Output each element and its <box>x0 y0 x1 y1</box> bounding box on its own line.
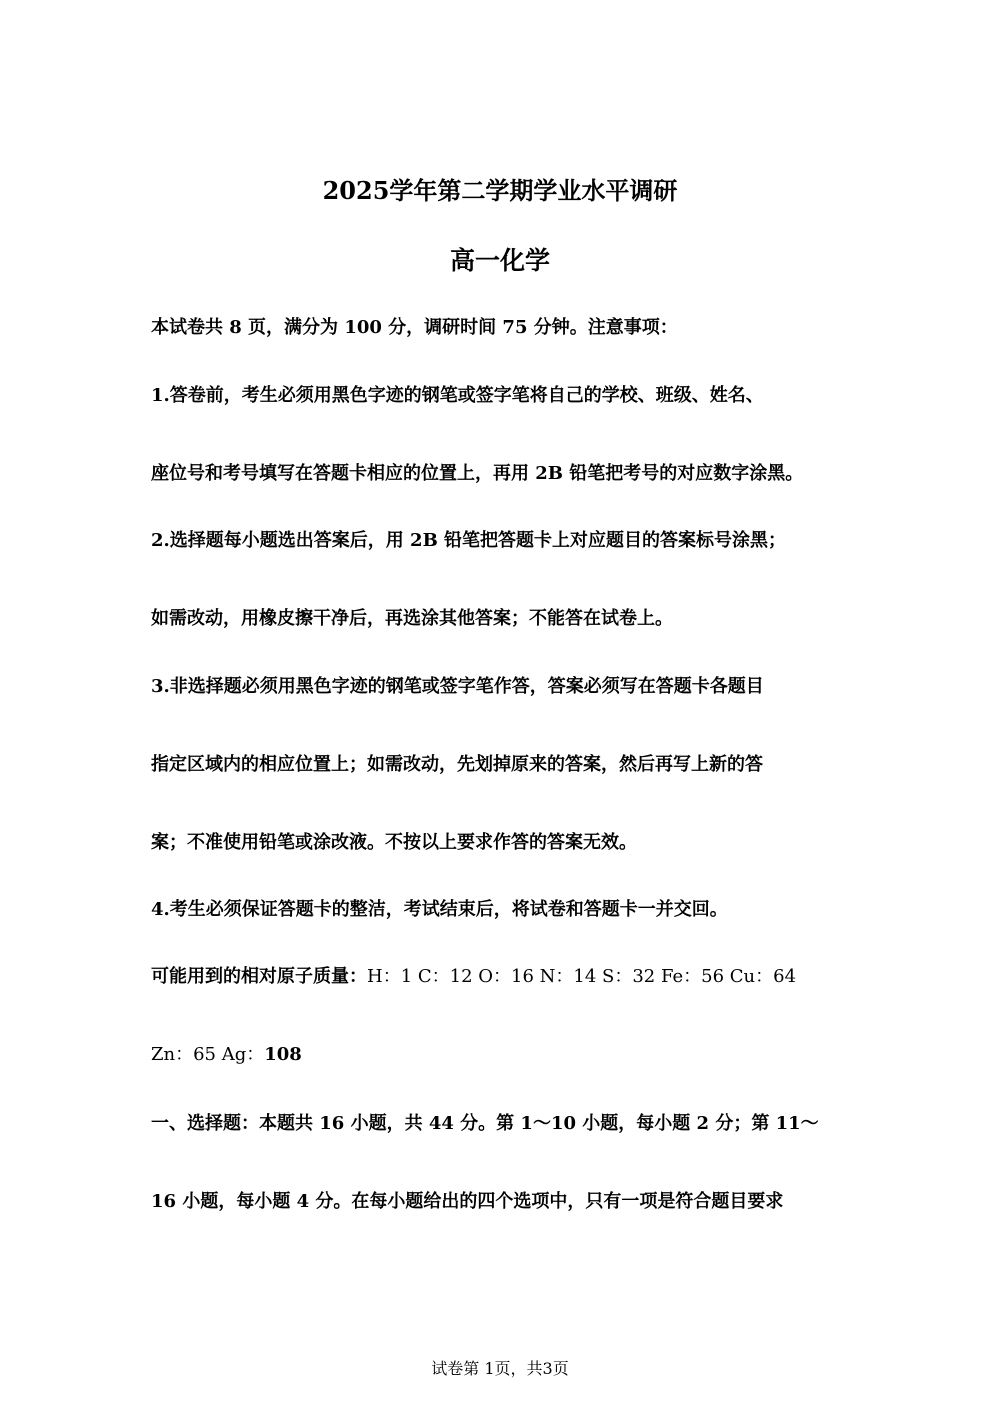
note-4-line-1: 4.考生必须保证答题卡的整洁，考试结束后，将试卷和答题卡一并交回。 <box>151 899 728 920</box>
note-3-line-2: 指定区域内的相应位置上；如需改动，先划掉原来的答案，然后再写上新的答 <box>151 754 763 775</box>
atomic-masses-line-1 <box>151 965 796 989</box>
note-1-line-2: 座位号和考号填写在答题卡相应的位置上，再用 2B 铅笔把考号的对应数字涂黑。 <box>151 463 804 484</box>
note-2-line-1: 2.选择题每小题选出答案后，用 2B 铅笔把答题卡上对应题目的答案标号涂黑； <box>151 530 787 551</box>
intro-text: 本试卷共 8 页，满分为 100 分，调研时间 75 分钟。注意事项： <box>151 317 678 338</box>
atomic-masses-values-2: Zn：65 Ag： <box>151 1044 265 1065</box>
page-footer: 试卷第 1页，共3页 <box>431 1359 569 1378</box>
note-2-line-2: 如需改动，用橡皮擦干净后，再选涂其他答案；不能答在试卷上。 <box>151 608 673 629</box>
atomic-masses-label: 可能用到的相对原子质量： <box>151 966 367 987</box>
section-1-heading-line-2: 16 小题，每小题 4 分。在每小题给出的四个选项中，只有一项是符合题目要求 <box>151 1191 784 1212</box>
atomic-masses-line-2 <box>151 1043 302 1067</box>
section-1-heading-line-1: 一、选择题：本题共 16 小题，共 44 分。第 1～10 小题，每小题 2 分；第 11～ <box>151 1113 819 1134</box>
note-3-line-3: 案；不准使用铅笔或涂改液。不按以上要求作答的答案无效。 <box>151 832 637 853</box>
note-3-line-1: 3.非选择题必须用黑色字迹的钢笔或签字笔作答，答案必须写在答题卡各题目 <box>151 676 764 697</box>
exam-subject: 高一化学 <box>449 246 550 275</box>
atomic-masses-ag-value: 108 <box>264 1044 302 1065</box>
atomic-masses-values-1: H：1 C：12 O：16 N：14 S：32 Fe：56 Cu：64 <box>367 966 797 987</box>
note-1-line-1: 1.答卷前，考生必须用黑色字迹的钢笔或签字笔将自己的学校、班级、姓名、 <box>151 385 764 406</box>
exam-title: 2025学年第二学期学业水平调研 <box>322 176 678 205</box>
